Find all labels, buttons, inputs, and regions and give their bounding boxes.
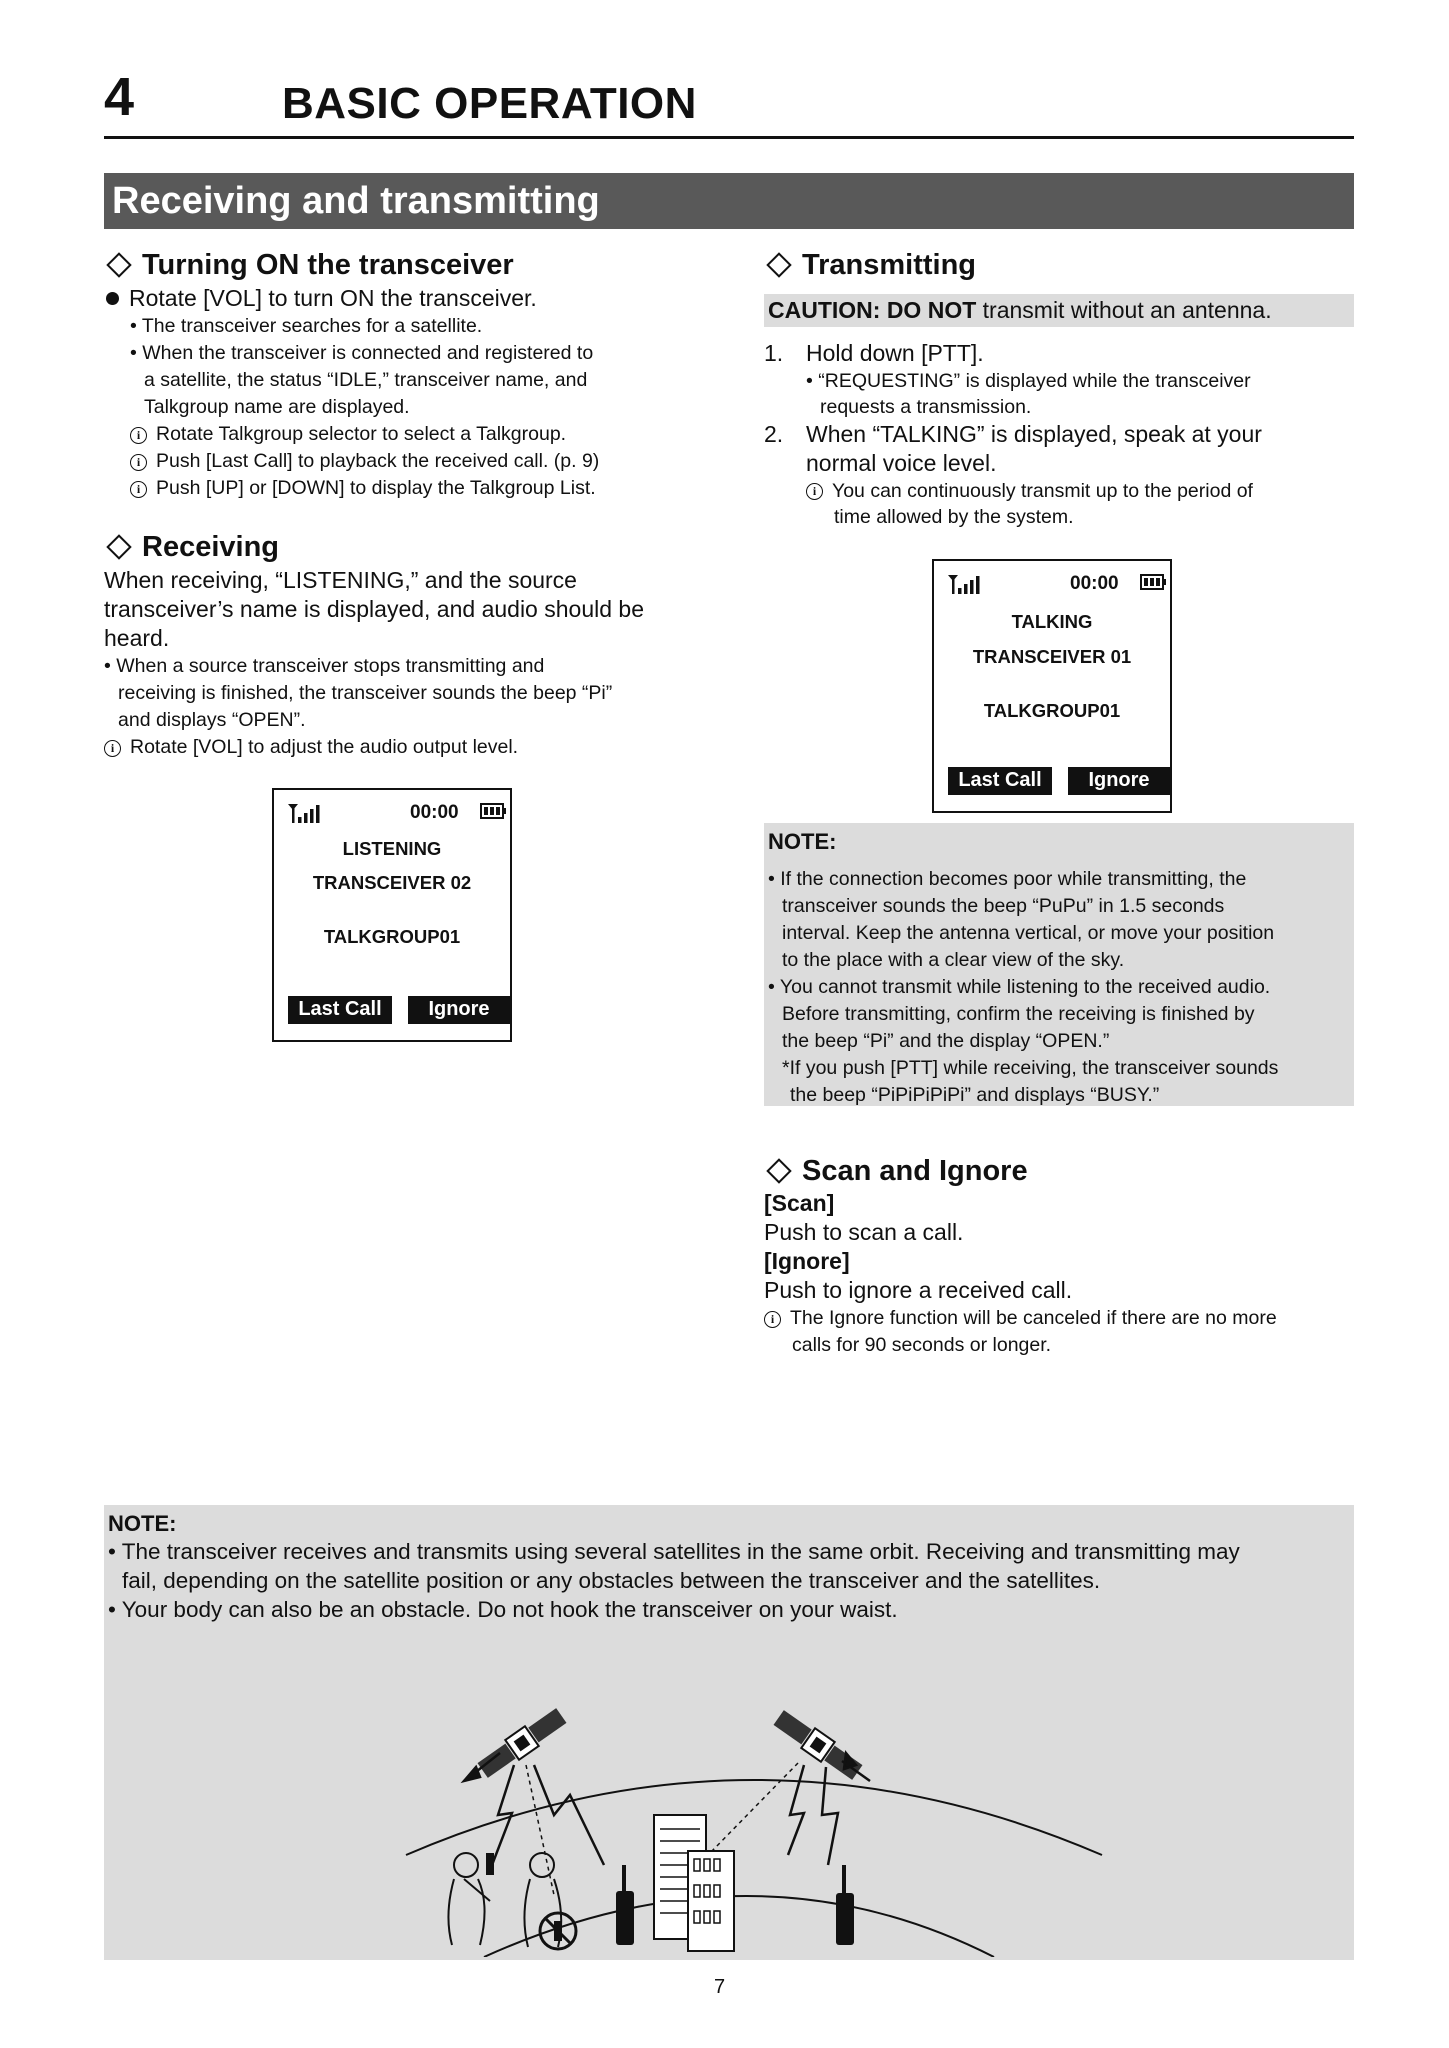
turning-on-main-bullet-text: Rotate [VOL] to turn ON the transceiver. [129,284,537,311]
note-lines [768,866,1354,1109]
lcd-time: 00:00 [410,802,459,823]
sub-bullet-cont: a satellite, the status “IDLE,” transceiver name, and [144,368,588,391]
step-1-sub [806,368,1354,420]
scan-ignore-heading-text: Scan and Ignore [802,1155,1028,1187]
handheld-radio-icon [836,1865,854,1945]
step-text: When “TALKING” is displayed, speak at your [806,420,1262,447]
battery-icon [480,802,506,820]
chapter-title: BASIC OPERATION [282,79,697,128]
lcd-talkgroup: TALKGROUP01 [983,700,1121,721]
step-number: 1. [764,339,784,366]
note-title: NOTE: [108,1511,177,1536]
softkey-last-call[interactable]: Last Call [948,767,1052,795]
turning-on-sub-bullets [130,313,704,502]
note-line-cont: the beep “PiPiPiPiPi” and displays “BUSY.” [790,1084,1160,1106]
body-line: heard. [104,624,170,651]
note-line-cont: *If you push [PTT] while receiving, the transceiver sounds [782,1057,1279,1079]
bottom-note-box [104,1505,1354,1960]
receiving-section [104,530,704,761]
body-line: transceiver’s name is displayed, and audio should be [104,595,644,622]
step-text: Hold down [PTT]. [806,339,984,366]
scan-ignore-info [764,1305,1354,1359]
step-2-info [806,478,1354,530]
receiving-heading [104,530,704,565]
bullet-line-cont: receiving is finished, the transceiver sounds the beep “Pi” [118,681,613,704]
lcd-name: TRANSCEIVER 01 [972,646,1132,667]
note-line: • The transceiver receives and transmits using several satellites in the same orbit. Receiving and transmitting may [108,1539,1240,1564]
caution-bar [764,294,1354,327]
chapter-number: 4 [104,67,135,127]
diamond-icon [106,253,131,278]
motion-arrows [464,1753,870,1781]
turning-on-heading [104,248,704,283]
note-line-cont: interval. Keep the antenna vertical, or move your position [782,922,1275,944]
transmitting-lcd-screen [932,559,1172,813]
info-note [130,448,704,475]
handheld-radio-icon [486,1853,494,1875]
body-line: When receiving, “LISTENING,” and the source [104,566,577,593]
info-icon: i [104,740,121,757]
lcd-status: LISTENING [342,838,442,859]
step-2 [764,420,1354,449]
transmitting-section [764,248,1354,530]
note-line-cont: Before transmitting, confirm the receiving is finished by [782,1003,1255,1025]
sub-bullet: • When the transceiver is connected and registered to [130,341,594,364]
info-note-text: You can continuously transmit up to the period of [832,479,1253,502]
antenna-signal-icon [286,802,326,824]
caution-bold: CAUTION: DO NOT [768,296,977,323]
section-bar [104,173,1354,229]
info-note [130,421,704,448]
info-icon: i [130,481,147,498]
transmitting-heading-text: Transmitting [802,249,977,281]
info-icon: i [806,483,823,500]
bottom-note-text [108,1511,1348,1624]
receiving-bullets [104,653,704,761]
info-note [104,734,704,761]
info-note-text: Rotate [VOL] to adjust the audio output level. [130,735,519,758]
note-line: • Your body can also be an obstacle. Do not hook the transceiver on your waist. [108,1597,898,1622]
info-note-text: Rotate Talkgroup selector to select a Talkgroup. [156,422,567,445]
receiving-heading-text: Receiving [142,531,279,563]
note-line: • If the connection becomes poor while transmitting, the [768,868,1247,890]
lcd-status: TALKING [1011,611,1093,632]
person-icon [448,1853,490,1945]
bullet-line-cont: and displays “OPEN”. [118,708,306,731]
scan-ignore-heading [764,1154,1354,1189]
note-line-cont: to the place with a clear view of the sky. [782,949,1125,971]
satellite-icon [772,1708,864,1783]
softkey-ignore[interactable]: Ignore [1068,767,1170,795]
softkey-ignore[interactable]: Ignore [408,996,510,1024]
section-title: Receiving and transmitting [112,180,600,222]
softkey-last-call[interactable]: Last Call [288,996,392,1024]
satellite-illustration [394,1665,1114,1957]
diamond-icon [106,535,131,560]
handheld-radio-icon [616,1865,634,1945]
scan-text: Push to scan a call. [764,1218,964,1245]
info-note-text: Push [UP] or [DOWN] to display the Talkgroup List. [156,476,596,499]
info-note-text: The Ignore function will be canceled if there are no more [790,1306,1277,1329]
building-icon [654,1815,734,1951]
diamond-icon [766,1159,791,1184]
step-number: 2. [764,420,784,447]
transmitting-heading [764,248,1354,283]
satellite-icon [476,1706,568,1781]
note-title: NOTE: [768,829,837,854]
lcd-time: 00:00 [1070,573,1119,594]
note-line-cont: the beep “Pi” and the display “OPEN.” [782,1030,1110,1052]
info-icon: i [764,1311,781,1328]
info-note [130,475,704,502]
info-note-cont: time allowed by the system. [834,505,1074,528]
bullet-icon [106,292,119,305]
scan-ignore-section [764,1154,1354,1359]
ignore-text: Push to ignore a received call. [764,1276,1073,1303]
turning-on-section [104,248,704,502]
info-icon: i [130,427,147,444]
turning-on-heading-text: Turning ON the transceiver [142,249,514,281]
info-icon: i [130,454,147,471]
scan-label: [Scan] [764,1189,835,1216]
receiving-body [104,566,704,653]
step-2-cont: normal voice level. [806,449,997,476]
info-note-text: Push [Last Call] to playback the received call. (p. 9) [156,449,600,472]
lcd-name: TRANSCEIVER 02 [312,872,472,893]
sub-bullet-cont: requests a transmission. [820,395,1032,418]
header-rule [104,136,1354,139]
diamond-icon [766,253,791,278]
sub-bullet: • “REQUESTING” is displayed while the transceiver [806,369,1251,392]
caution-text: transmit without an antenna. [976,296,1272,323]
turning-on-main-bullet [104,284,704,313]
note-line: • You cannot transmit while listening to the received audio. [768,976,1271,998]
antenna-signal-icon [946,573,986,595]
battery-icon [1140,573,1166,591]
info-note-cont: calls for 90 seconds or longer. [792,1333,1052,1356]
page-number: 7 [714,1976,726,1998]
ignore-label: [Ignore] [764,1247,850,1274]
note-line-cont: fail, depending on the satellite position or any obstacles between the transceiver and the satellites. [122,1568,1101,1593]
bullet-line: • When a source transceiver stops transmitting and [104,654,545,677]
note-lines [108,1537,1348,1624]
receiving-lcd-screen [272,788,512,1042]
sub-bullet: • The transceiver searches for a satellite. [130,314,483,337]
lcd-talkgroup: TALKGROUP01 [323,926,461,947]
transmitting-note-box [764,823,1354,1106]
step-1 [764,339,1354,368]
sub-bullet-cont: Talkgroup name are displayed. [144,395,410,418]
note-line-cont: transceiver sounds the beep “PuPu” in 1.5 seconds [782,895,1225,917]
